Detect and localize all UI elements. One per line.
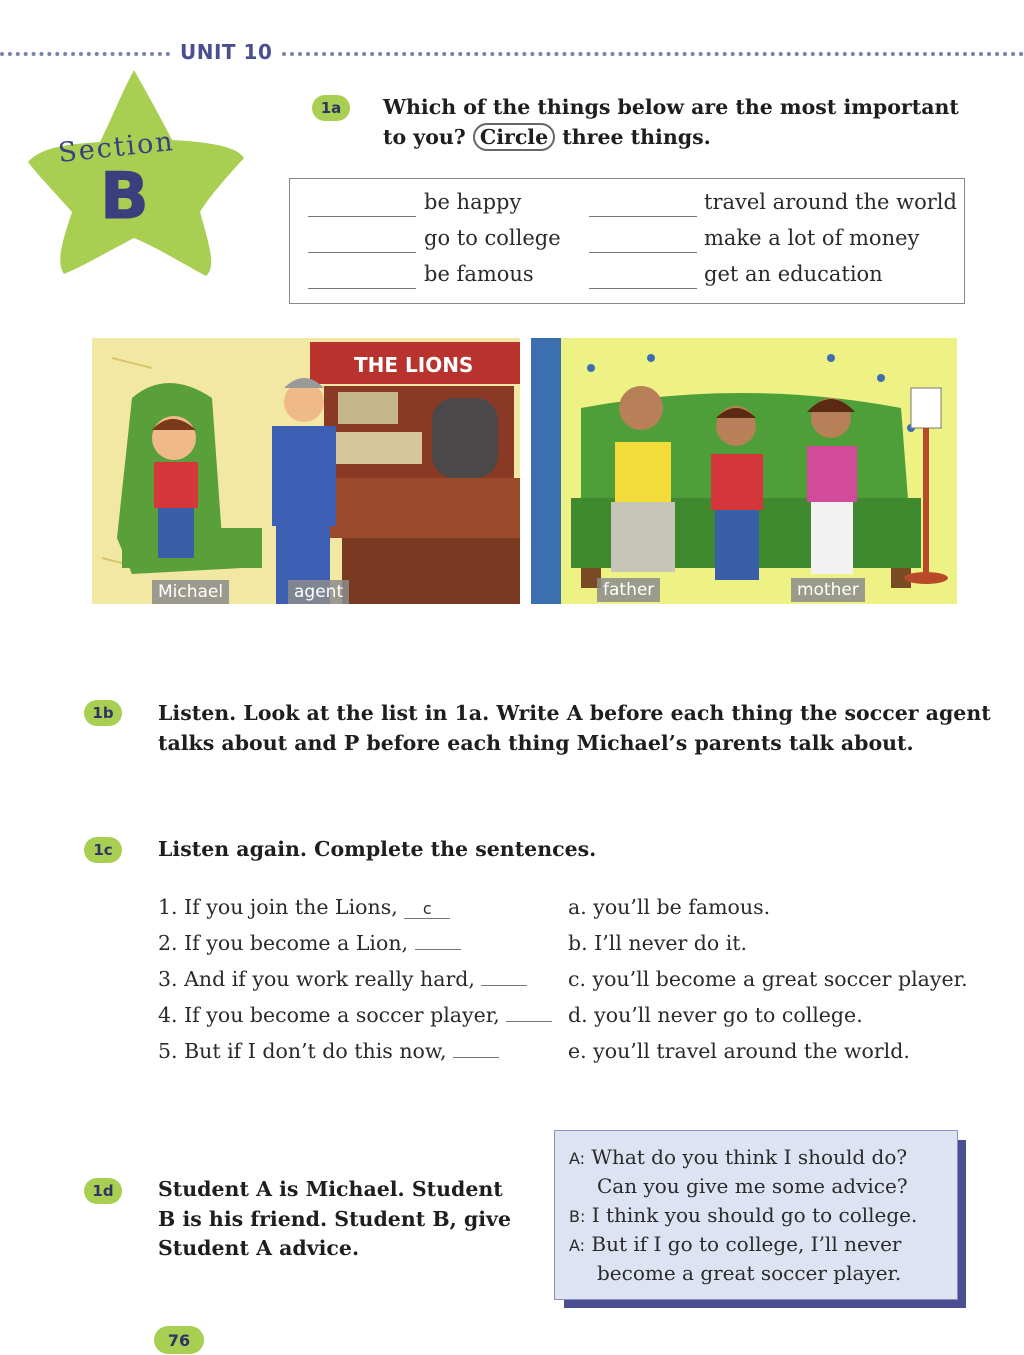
header-dotted-rule-right [282,52,1024,56]
family-scene-icon [531,338,957,604]
instruction-line-3: Student A advice. [158,1236,360,1260]
sentence-text: 2. If you become a Lion, [158,931,409,955]
answer-blank[interactable] [308,288,416,289]
header-dotted-rule-left [0,52,170,56]
dialogue-line [597,1261,901,1285]
answer-blank[interactable] [589,288,697,289]
illustration-family-sofa [531,338,957,604]
illustration-agent-office [92,338,520,604]
sentence-ending: c. you’ll become a great soccer player. [568,967,968,991]
dialogue-text: But if I go to college, I’ll never [591,1232,902,1256]
answer-blank[interactable] [506,1021,552,1022]
answer-blank[interactable]: c [404,900,450,919]
instruction-line-2b: three things. [562,125,711,149]
exercise-1c-badge: 1c [84,837,122,863]
answer-blank[interactable] [308,252,416,253]
sentence-ending: d. you’ll never go to college. [568,1003,863,1027]
label-father: father [597,578,660,602]
sentence-start-2 [158,931,461,955]
choice-item: get an education [704,262,883,286]
exercise-1b-instruction [158,698,991,758]
speaker-label: A: [569,1149,586,1168]
exercise-1d-badge: 1d [84,1178,122,1204]
sentence-start-3 [158,967,527,991]
instruction-line-2a: to you? [383,125,466,149]
answer-blank[interactable] [589,252,697,253]
dialogue-box [554,1130,958,1300]
sentence-ending: e. you’ll travel around the world. [568,1039,910,1063]
sentence-text: 4. If you become a soccer player, [158,1003,500,1027]
exercise-1a-instruction [383,92,959,152]
sentence-text: 1. If you join the Lions, [158,895,398,919]
choice-item: be happy [424,190,522,214]
choice-item: go to college [424,226,561,250]
dialogue-line [569,1145,907,1169]
page-number: 76 [154,1326,204,1354]
answer-blank[interactable] [415,949,461,950]
instruction-line-2: talks about and P before each thing Michael’s parents talk about. [158,731,914,755]
instruction-line-1: Listen. Look at the list in 1a. Write A before each thing the soccer agent [158,701,991,725]
label-michael: Michael [152,580,229,604]
sentence-start-5 [158,1039,499,1063]
section-word: Section [56,125,177,170]
sentence-ending: b. I’ll never do it. [568,931,748,955]
sentence-text: 3. And if you work really hard, [158,967,475,991]
answer-blank[interactable] [453,1057,499,1058]
exercise-1d-instruction [158,1175,511,1264]
svg-text:THE LIONS: THE LIONS [354,353,474,377]
exercise-1c-instruction: Listen again. Complete the sentences. [158,837,597,861]
speaker-label: B: [569,1207,586,1226]
label-agent: agent [288,580,349,604]
dialogue-text: become a great soccer player. [597,1261,902,1285]
choice-item: make a lot of money [704,226,920,250]
choice-item: be famous [424,262,534,286]
section-letter: B [100,160,149,234]
sentence-start-4 [158,1003,552,1027]
exercise-1a-badge: 1a [312,95,350,121]
choice-item: travel around the world [704,190,957,214]
dialogue-text: What do you think I should do? [591,1145,908,1169]
office-scene-icon [92,338,520,604]
dialogue-text: Can you give me some advice? [597,1174,908,1198]
exercise-1b-badge: 1b [84,700,122,726]
dialogue-line [597,1174,908,1198]
label-mother: mother [791,578,865,602]
answer-blank[interactable] [589,216,697,217]
dialogue-line [569,1232,902,1256]
sentence-ending: a. you’ll be famous. [568,895,771,919]
sentence-text: 5. But if I don’t do this now, [158,1039,447,1063]
circle-word: Circle [473,123,555,151]
answer-blank[interactable] [308,216,416,217]
answer-blank[interactable] [481,985,527,986]
instruction-line-1: Which of the things below are the most important [383,95,959,119]
unit-title: UNIT 10 [180,40,273,64]
instruction-line-1: Student A is Michael. Student [158,1177,503,1201]
speaker-label: A: [569,1236,586,1255]
instruction-line-2: B is his friend. Student B, give [158,1206,512,1231]
sentence-start-1 [158,895,450,919]
dialogue-text: I think you should go to college. [591,1203,918,1227]
dialogue-line [569,1203,917,1227]
